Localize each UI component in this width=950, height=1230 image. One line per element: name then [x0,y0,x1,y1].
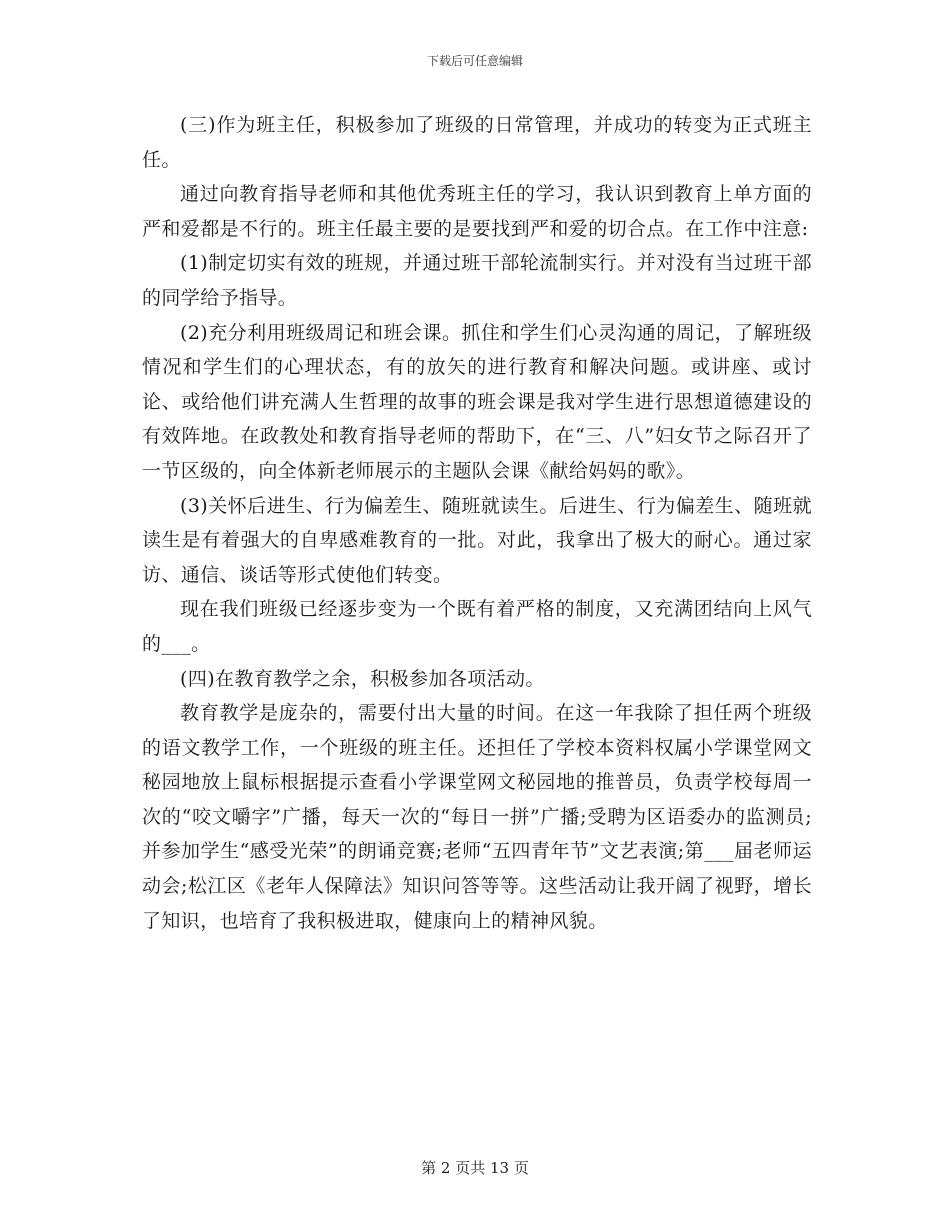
paragraph: (四)在教育教学之余，积极参加各项活动。 [180,667,545,690]
paragraph: 教育教学是庞杂的，需要付出大量的时间。在这一年我除了担任两个班级的语文教学工作，一个班级的班主任。还担任了学校本资料权属小学课堂网文秘园地放上鼠标根据提示查看小学课堂网文秘园地的推普员，负责学校每周一次的“咬文嚼字”广播，每天一次的“每日一拼”广播;受聘为区语委办的监测员;并参加学生“感受光荣”的朗诵竞赛;老师“五四青年节”文艺表演;第___届老师运动会;松江区《老年人保障法》知识问答等等。这些活动让我开阔了视野，增长了知识，也培育了我积极进取，健康向上的精神风貌。 [142,702,812,932]
document-body [142,108,812,938]
paragraph: 通过向教育指导老师和其他优秀班主任的学习，我认识到教育上单方面的严和爱都是不行的。班主任最主要的是要找到严和爱的切合点。在工作中注意: [142,183,812,240]
paragraph: (1)制定切实有效的班规，并通过班干部轮流制实行。并对没有当过班干部的同学给予指导。 [142,252,812,309]
paragraph: (三)作为班主任，积极参加了班级的日常管理，并成功的转变为正式班主任。 [142,114,812,171]
paragraph: 现在我们班级已经逐步变为一个既有着严格的制度，又充满团结向上风气的___。 [142,598,812,655]
page-footer: 第 2 页共 13 页 [421,1159,529,1177]
paragraph: (3)关怀后进生、行为偏差生、随班就读生。后进生、行为偏差生、随班就读生是有着强大的自卑感难教育的一批。对此，我拿出了极大的耐心。通过家访、通信、谈话等形式使他们转变。 [142,494,812,586]
page-header: 下载后可任意编辑 [426,54,523,68]
paragraph: (2)充分利用班级周记和班会课。抓住和学生们心灵沟通的周记，了解班级情况和学生们的心理状态，有的放矢的进行教育和解决问题。或讲座、或讨论、或给他们讲充满人生哲理的故事的班会课是我对学生进行思想道德建设的有效阵地。在政教处和教育指导老师的帮助下，在“三、八”妇女节之际召开了一节区级的，向全体新老师展示的主题队会课《献给妈妈的歌》。 [142,321,812,482]
